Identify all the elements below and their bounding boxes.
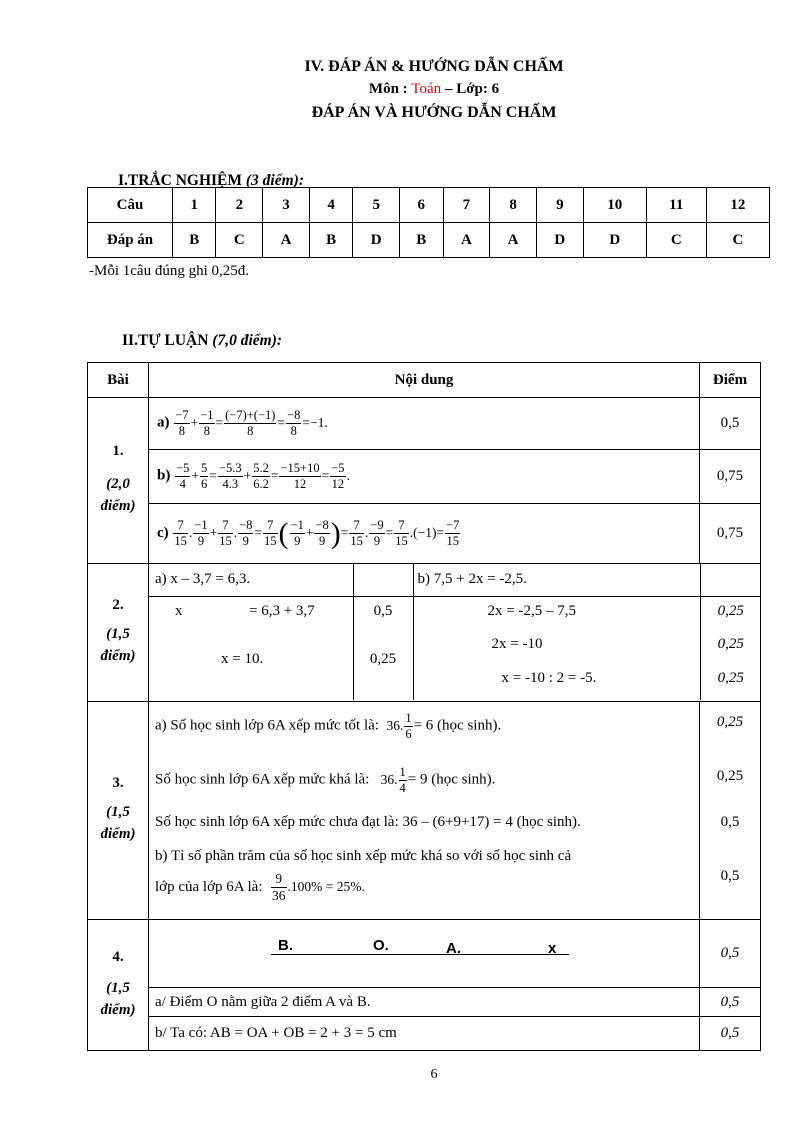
bai1-a-expression: $\frac{-7}{8}$ + $\frac{-1}{8}$ = $\frac{(-7)+(-1)}{8}$ = $\frac{-8}{8}$ =−1. <box>175 407 328 438</box>
bai2-content <box>149 564 761 702</box>
bai3-line3: Số học sinh lớp 6A xếp mức chưa đạt là: 36 – (6+9+17) = 4 (học sinh). <box>155 814 581 830</box>
bai3-line4b: lớp của lớp 6A là: $\frac{9}{36}$ .100% = 25%. <box>155 871 365 904</box>
bai4-row-b <box>88 1017 761 1051</box>
bai2-a-line1: = 6,3 + 3,7 <box>249 602 315 619</box>
mc-answer: B <box>400 223 443 258</box>
bai2-a-score2: 0,25 <box>369 650 397 667</box>
bai2-inner-table <box>149 564 761 700</box>
bai2-b-work <box>413 596 700 700</box>
bai4-points: (1,5 điểm) <box>100 979 136 1018</box>
mc-question: 9 <box>536 188 583 223</box>
mc-row-label: Đáp án <box>88 223 173 258</box>
part1-points: (3 điểm): <box>245 172 304 189</box>
ray-label-x: x <box>548 940 557 957</box>
mc-answer: C <box>216 223 263 258</box>
bai4-number: 4. <box>112 948 124 965</box>
mc-answer: C <box>646 223 706 258</box>
mc-question: 5 <box>353 188 400 223</box>
bai2-row <box>88 564 761 702</box>
mc-answer: D <box>583 223 646 258</box>
col-score: Điểm <box>700 363 761 398</box>
bai3-score4: 0,5 <box>720 868 740 884</box>
bai1-a-label: a) <box>157 414 170 431</box>
mc-question: 4 <box>309 188 352 223</box>
bai1-c-expression: $\frac{7}{15}$ . $\frac{-1}{9}$ + $\frac{7}{15}$ . $\frac{-8}{9}$ = $\frac{7}{15}$ ( $\frac{-1}{9}$ + $\frac{-8}{9}$ )= $\frac{7}{15}$ . $\frac{-9}{9}$ = $\frac{7}{15}$ .(−1)= $\frac{-7}{15}$ <box>174 516 460 550</box>
bai1-number: 1. <box>112 443 124 460</box>
part1-heading: I.TRẮC NGHIỆM (3 điểm): <box>118 172 304 189</box>
mc-question: 12 <box>706 188 769 223</box>
bai3-score1: 0,25 <box>716 714 744 730</box>
bai4-b-text: b/ Ta có: AB = OA + OB = 2 + 3 = 5 cm <box>149 1017 700 1051</box>
bai3-points: (1,5 điểm) <box>100 804 136 842</box>
bai1-b-label: b) <box>157 467 171 484</box>
mc-question: 6 <box>400 188 443 223</box>
bai3-line1: a) Số học sinh lớp 6A xếp mức tốt là: 36. $\frac{1}{6}$ = 6 (học sinh). <box>155 711 502 742</box>
mc-question: 8 <box>490 188 537 223</box>
bai3-label <box>88 702 149 920</box>
bai4-row-a <box>88 988 761 1017</box>
bai2-points: (1,5 điểm) <box>100 626 136 664</box>
point-o: O. <box>373 937 389 954</box>
bai2-b-scores <box>700 596 761 700</box>
bai2-b-line3: x = -10 : 2 = -5. <box>501 669 597 686</box>
mc-question: 7 <box>443 188 490 223</box>
bai1-c-label: c) <box>157 524 169 541</box>
mc-answer: D <box>353 223 400 258</box>
bai1-a-score: 0,5 <box>700 398 761 450</box>
bai2-a-x: x <box>175 602 183 619</box>
bai2-a-scores <box>353 596 413 700</box>
title-line3: ĐÁP ÁN VÀ HƯỚNG DẪN CHẤM <box>311 104 557 121</box>
bai4-a-text: a/ Điểm O nằm giữa 2 điểm A và B. <box>149 988 700 1017</box>
mc-answer-row <box>88 223 770 258</box>
bai1-c-content <box>149 504 700 564</box>
mc-answer: A <box>490 223 537 258</box>
point-b: B. <box>278 937 293 954</box>
subject-name: Toán <box>411 81 442 97</box>
mc-question: 1 <box>173 188 216 223</box>
part2-heading: II.TỰ LUẬN (7,0 điểm): <box>122 332 283 349</box>
bai2-a-line2: x = 10. <box>221 650 264 667</box>
bai1-row-b <box>88 450 761 504</box>
bai1-label <box>88 398 149 564</box>
mc-question: 2 <box>216 188 263 223</box>
bai4-row-figure <box>88 920 761 988</box>
mc-answer: B <box>173 223 216 258</box>
mc-answer: B <box>309 223 352 258</box>
mc-answer: A <box>443 223 490 258</box>
bai3-scores <box>700 702 761 920</box>
bai1-b-content <box>149 450 700 504</box>
subject-suffix: – Lớp: 6 <box>441 81 500 97</box>
number-line <box>271 954 569 955</box>
bai4-b-score: 0,5 <box>700 1017 761 1051</box>
bai3-line4a: b) Tỉ số phần trăm của số học sinh xếp mức khá so với số học sinh cả <box>155 848 572 864</box>
bai2-number: 2. <box>112 597 124 614</box>
bai4-a-score: 0,5 <box>700 988 761 1017</box>
bai2-label <box>88 564 149 702</box>
mc-row-label: Câu <box>88 188 173 223</box>
bai2-a-work <box>149 596 353 700</box>
multiple-choice-table <box>87 187 770 258</box>
mc-question: 3 <box>263 188 310 223</box>
bai2-b-line1: 2x = -2,5 – 7,5 <box>487 602 576 619</box>
col-bai: Bài <box>88 363 149 398</box>
bai3-content <box>149 702 700 920</box>
mc-question: 11 <box>646 188 706 223</box>
bai1-b-score: 0,75 <box>700 450 761 504</box>
bai2-a-head: a) x – 3,7 = 6,3. <box>149 564 353 596</box>
subject-prefix: Môn : <box>368 81 412 97</box>
bai3-number: 3. <box>112 775 124 792</box>
point-a: A. <box>446 940 461 957</box>
mc-question: 10 <box>583 188 646 223</box>
bai1-c-score: 0,75 <box>700 504 761 564</box>
bai1-b-expression: $\frac{-5}{4}$ + $\frac{5}{6}$ = $\frac{-5.3}{4.3}$ + $\frac{5.2}{6.2}$ = $\frac{-15+10}{12}$ = $\frac{-5}{12}$ . <box>176 460 350 491</box>
bai2-a-score1: 0,5 <box>373 602 393 619</box>
title-line1: IV. ĐÁP ÁN & HƯỚNG DẪN CHẤM <box>304 58 564 75</box>
mc-answer: C <box>706 223 769 258</box>
part2-points: (7,0 điểm): <box>212 332 283 349</box>
bai1-row-c <box>88 504 761 564</box>
bai2-b-head: b) 7,5 + 2x = -2,5. <box>413 564 700 596</box>
bai2-b-score1: 0,25 <box>717 602 744 619</box>
mc-answer: D <box>536 223 583 258</box>
bai2-b-line2: 2x = -10 <box>491 635 543 652</box>
bai2-b-score2: 0,25 <box>717 635 744 652</box>
title-subject-line <box>0 81 794 98</box>
bai4-label <box>88 920 149 1051</box>
essay-header-row <box>88 363 761 398</box>
bai4-figure-score: 0,5 <box>700 920 761 988</box>
bai4-figure <box>149 920 700 988</box>
bai3-score2: 0,25 <box>716 768 744 784</box>
essay-table <box>87 362 761 1051</box>
mc-answer: A <box>263 223 310 258</box>
col-content: Nội dung <box>149 363 700 398</box>
page-number: 6 <box>430 1067 438 1082</box>
bai2-b-score3: 0,25 <box>717 669 744 686</box>
bai3-row <box>88 702 761 920</box>
bai1-a-content <box>149 398 700 450</box>
bai3-score3: 0,5 <box>720 814 740 830</box>
mc-note: -Mỗi 1câu đúng ghi 0,25đ. <box>89 263 249 279</box>
bai3-line2: Số học sinh lớp 6A xếp mức khá là: 36. $\frac{1}{4}$ = 9 (học sinh). <box>155 765 496 796</box>
mc-question-row <box>88 188 770 223</box>
bai1-points: (2,0 điểm) <box>100 476 136 514</box>
bai1-row-a <box>88 398 761 450</box>
